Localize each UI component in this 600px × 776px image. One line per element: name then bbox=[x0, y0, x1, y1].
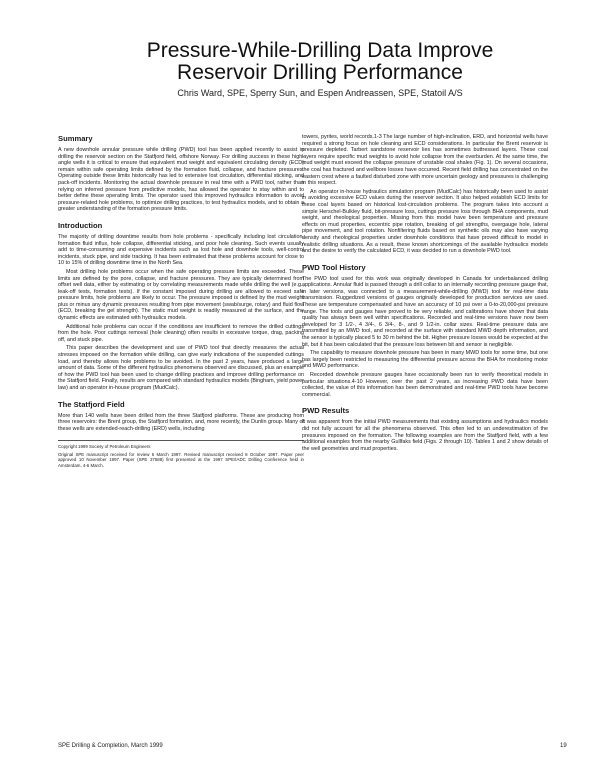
footnote-block bbox=[58, 440, 304, 468]
intro-paragraph-1: The majority of drilling downtime results from hole problems ‑ specifically including lost circulation, formation fluid influx, hole collapse, differential sticking, and poor hole cleaning. Such events usually add to time-consuming and expensive incidents such as lost hole and downhole tools, well-control incidents, stuck pipe, and side tracking. It has been estimated that these problems account for close to 10 to 15% of drilling downtime time in the North Sea. bbox=[58, 233, 304, 267]
left-column bbox=[58, 134, 304, 470]
intro-paragraph-3: Additional hole problems can occur if the conditions are insufficient to remove the drilled cuttings from the hole. Poor cuttings removal (hole cleaning) often results in excessive torque, drag, packing off, and stuck pipe. bbox=[58, 323, 304, 343]
pwd-paragraph-2: The capability to measure downhole pressure has been in many MWD tools for some time, but one has largely been restricted to measuring the differential pressure across the BHA for monitoring motor and MWD performance. bbox=[302, 350, 548, 370]
pwd-paragraph-3: Recorded downhole pressure gauges have occasionally been run to verify theoretical models in particular situations.4-10 However, over the past 2 years, as increasing PWD data have been collected, the value of this information has been demonstrated and real-time PWD tools have become commercial. bbox=[302, 372, 548, 398]
continued-paragraph-2: An operator in-house hydraulics simulation program (MudCalc) has historically been used to assist in avoiding excessive ECD values during the reservoir section. It also helped establish ECD limits for these coal layers based on historical lost-circulation problems. The program takes into account a simple Herschel-Bulkley fluid, bit-pressure loss, cuttings pressure loss through BHA components, mud weight, and rheological properties. Missing from this model have been temperature and pressure effects on mud properties, eccentric pipe rotation, breaking of gel strengths, overgauge hole, lateral pipe movement, and tool rotation. Nonfiltering fluids based on synthetic oils may also have varying density and rheological properties under downhole conditions that have proved difficult to model in realistic drilling situations. As a result, these known shortcomings of the available hydraulics models and the desire to verify the calculated ECD, it was decided to run a downhole PWD tool. bbox=[302, 188, 548, 255]
page-number: 19 bbox=[560, 743, 567, 749]
introduction-heading: Introduction bbox=[58, 220, 103, 230]
summary-paragraph: A new downhole annular pressure while drilling (PWD) tool has been applied recently to assist in drilling the reservoir section on the Statfjord field, offshore Norway. For drilling success in these high-angle wells it is critical to ensure that equivalent mud weight and equivalent circulating density (ECD) remain within safe operating limits defined by the formation fluid, collapse, and fracture pressures. Operating outside these limits historically has led to extensive lost circulation, differential sticking, and pack-off incidents. Monitoring the actual downhole pressure in real time with a PWD tool, rather than relying on inferred pressure from predictive models, has allowed the operator to stay within and to better define these operating limits. The operator used this improved hydraulics information to avoid pressure-related hole problems, to optimize drilling practices, to test hydraulics models, and to obtain a greater understanding of the formation pressure limits. bbox=[58, 147, 304, 213]
copyright-note: Copyright 1999 Society of Petroleum Engineers bbox=[58, 444, 151, 450]
paper-title bbox=[60, 40, 580, 84]
summary-heading: Summary bbox=[58, 134, 93, 143]
intro-paragraph-4: This paper describes the development and use of PWD tool that directly measures the actual stresses imposed on the formation while drilling, can give early indications of the suspended cuttings load, and thereby allows hole problems to be avoided. In the past 2 years, have produced a large amount of data. Some of the different hydraulics phenomena observed are discussed, plus an example of how the PWD tool has been used to change drilling practices and improve drilling performance on the Statfjord field. Finally, results are compared with standard hydraulics models (Bingham, yield power law) and an operator in-house program (MudCalc). bbox=[58, 345, 304, 391]
manuscript-note: Original SPE manuscript received for review 6 March 1997. Revised manuscript received 8 October 1997. Paper peer approved 10 November 1997. Paper (SPE 37588) first presented at the 1997 SPE/IADC Drilling Conference held in Amsterdam, 4-6 March. bbox=[58, 451, 304, 468]
intro-paragraph-2: Most drilling hole problems occur when the safe operating pressure limits are exceeded. These limits are defined by the pore, collapse, and fracture pressures. They are typically determined from offset well data, either by estimating or by correlating measurements made while drilling the well (e.g., leak-off tests, formation tests). If the constant imposed during drilling are allowed to exceed safe pressure limits, hole problems are likely to occur. The pressure imposed is defined by the mud weight plus or minus any dynamic pressures resulting from pipe movement (swab/surge, rotary) and fluid flow (ECD, breaking the gel strength). The static mud weight is readily measured at the surface, and the dynamic effects are estimated with hydraulics models. bbox=[58, 268, 304, 322]
continued-paragraph-1: towers, pyrites, world records.1-3 The large number of high-inclination, ERD, and horizontal wells have required a strong focus on hole cleaning and ECD considerations. In particular the Brent reservoir is pressure depleted. Tarbert sandstone reservoir lies has sometimes buttressed layers. These coal layers require specific mud weights to avoid hole collapse from the overburden. At the same time, the mud weight must exceed the collapse pressure of unstable coal shales (Fig. 1). On several occasions, the coal has fractured and wellbore losses have occurred. Recent field drilling has concentrated on the eastern crest where a faulted disturbed zone with more uncertain geology and pressures is challenging in this respect. bbox=[302, 134, 548, 187]
journal-footer: SPE Drilling & Completion, March 1999 bbox=[58, 743, 163, 749]
pwd-paragraph-1: The PWD tool used for this work was originally developed in Canada for underbalanced drilling applications. Annular fluid is passed through a drill collar to an internally recording pressure gauge that, in later versions, was connected to a measurement-while-drilling (MWD) tool for real-time data transmission. Ruggedized versions of gauges originally developed for production services are used. These are temperature compensated and have an accuracy of 10 psi over a 0-to-20,000-psi pressure range. The tools and gauges have proved to be very reliable, and calibrations have shown that data quality has always been well within specifications. Recorded and real-time versions have now been developed for 3 1/2-, 4 3/4-, 6 3/4-, 8-, and 9 1/2-in. collar sizes. Real-time pressure data are transmitted by an MWD tool, and recorded at the surface with standard MWD depth information, and the sensor is typically placed 5 to 30 m behind the bit. Higher pressure losses would be expected at the bit, but it has been calculated that the pressure loss between bit and sensor is negligible. bbox=[302, 275, 549, 348]
statfjord-paragraph: More than 140 wells have been drilled from the three Statfjord platforms. These are producing from three reservoirs: the Brent group, the Statfjord formation, and, more recently, the Dunlin group. Many of these wells are extended-reach-drilling (ERD) wells, including bbox=[58, 412, 304, 432]
right-column bbox=[302, 134, 548, 454]
title-line-1: Pressure-While-Drilling Data Improve bbox=[146, 39, 494, 62]
statfjord-heading: The Statfjord Field bbox=[58, 399, 125, 409]
author-line: Chris Ward, SPE, Sperry Sun, and Espen Andreassen, SPE, Statoil A/S bbox=[177, 88, 463, 98]
pwd-history-heading: PWD Tool History bbox=[302, 262, 366, 272]
results-paragraph-1: It was apparent from the initial PWD measurements that existing assumptions and hydraulics models did not fully account for all the phenomena observed. This often led to an underestimation of the pressures imposed on the formation. The following examples are from the Statfjord field, with a few additional examples from the nearby Gullfaks field (Figs. 2 through 10). Tables 1 and 2 show details of the well geometries and mud properties. bbox=[302, 419, 548, 452]
title-line-2: Reservoir Drilling Performance bbox=[177, 61, 463, 84]
pwd-results-heading: PWD Results bbox=[302, 406, 350, 416]
